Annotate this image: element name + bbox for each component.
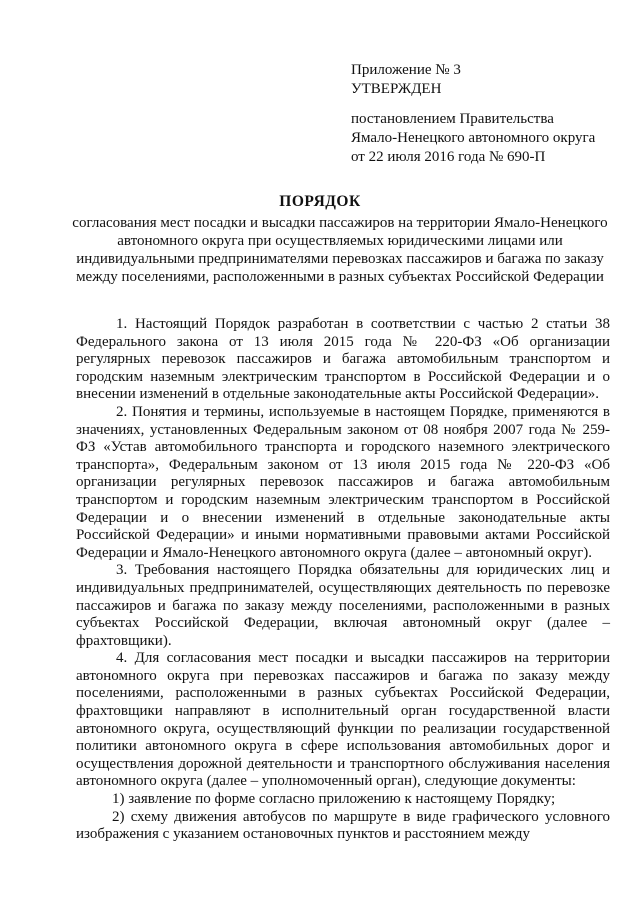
paragraph-4: 4. Для согласования мест посадки и высадки пассажиров на территории автономного округа при перевозках пассажиров и багажа по заказу между поселениями, расположенными в разных субъектах Российской Федерации, фрахтовщики направляют в исполнительный орган государственной власти автономного округа, осуществляющий функции по реализации государственной политики автономного округа в сфере использования автомобильных дорог и осуществления дорожной деятельности и транспортного обслуживания населения автономного округа (далее – уполномоченный орган), следующие документы: xyxy=(76,650,610,790)
list-item-2: 2) схему движения автобусов по маршруте в виде графического условного изображения с указанием остановочных пунктов и расстоянием между xyxy=(76,808,610,843)
paragraph-3: 3. Требования настоящего Порядка обязательны для юридических лиц и индивидуальных предпринимателей, осуществляющих деятельность по перевозке пассажиров и багажа по заказу между поселениями, расположенными в разных субъектах Российской Федерации, включая автономный округ (далее – фрахтовщики). xyxy=(76,562,610,649)
list-item-1: 1) заявление по форме согласно приложению к настоящему Порядку; xyxy=(112,791,556,808)
approved-label: УТВЕРЖДЕН xyxy=(351,81,442,97)
document-subtitle: согласования мест посадки и высадки пассажиров на территории Ямало-Ненецкого автономного округа при осуществляемых юридическими лицами или индивидуальными предпринимателями перевозках пассажиров и багажа по заказу между поселениями, расположенными в разных субъектах Российской Федерации xyxy=(72,215,608,285)
document-title: ПОРЯДОК xyxy=(279,193,361,210)
appendix-number: Приложение № 3 xyxy=(351,62,461,78)
approval-authority: Ямало-Ненецкого автономного округа xyxy=(351,130,596,146)
paragraph-1: 1. Настоящий Порядок разработан в соответствии с частью 2 статьи 38 Федерального закона от 13 июля 2015 года № 220-ФЗ «Об организации регулярных перевозок пассажиров и багажа автомобильным транспортом и городским наземным электрическим транспортом в Российской Федерации и о внесении изменений в отдельные законодательные акты Российской Федерации». xyxy=(76,316,610,403)
approval-resolution: постановлением Правительства xyxy=(351,111,554,127)
document-body xyxy=(76,316,610,844)
approval-block xyxy=(351,61,595,167)
paragraph-2: 2. Понятия и термины, используемые в настоящем Порядке, применяются в значениях, установленных Федеральным законом от 08 ноября 2007 года № 259-ФЗ «Устав автомобильного транспорта и городского наземного электрического транспорта», Федеральным законом от 13 июля 2015 года № 220-ФЗ «Об организации регулярных перевозок пассажиров и багажа автомобильным транспортом и городским наземным электрическим транспортом в Российской Федерации и о внесении изменений в отдельные законодательные акты Российской Федерации» и иными нормативными правовыми актами Российской Федерации и Ямало-Ненецкого автономного округа (далее – автономный округ). xyxy=(76,403,610,561)
approval-date: от 22 июля 2016 года № 690-П xyxy=(351,149,546,165)
